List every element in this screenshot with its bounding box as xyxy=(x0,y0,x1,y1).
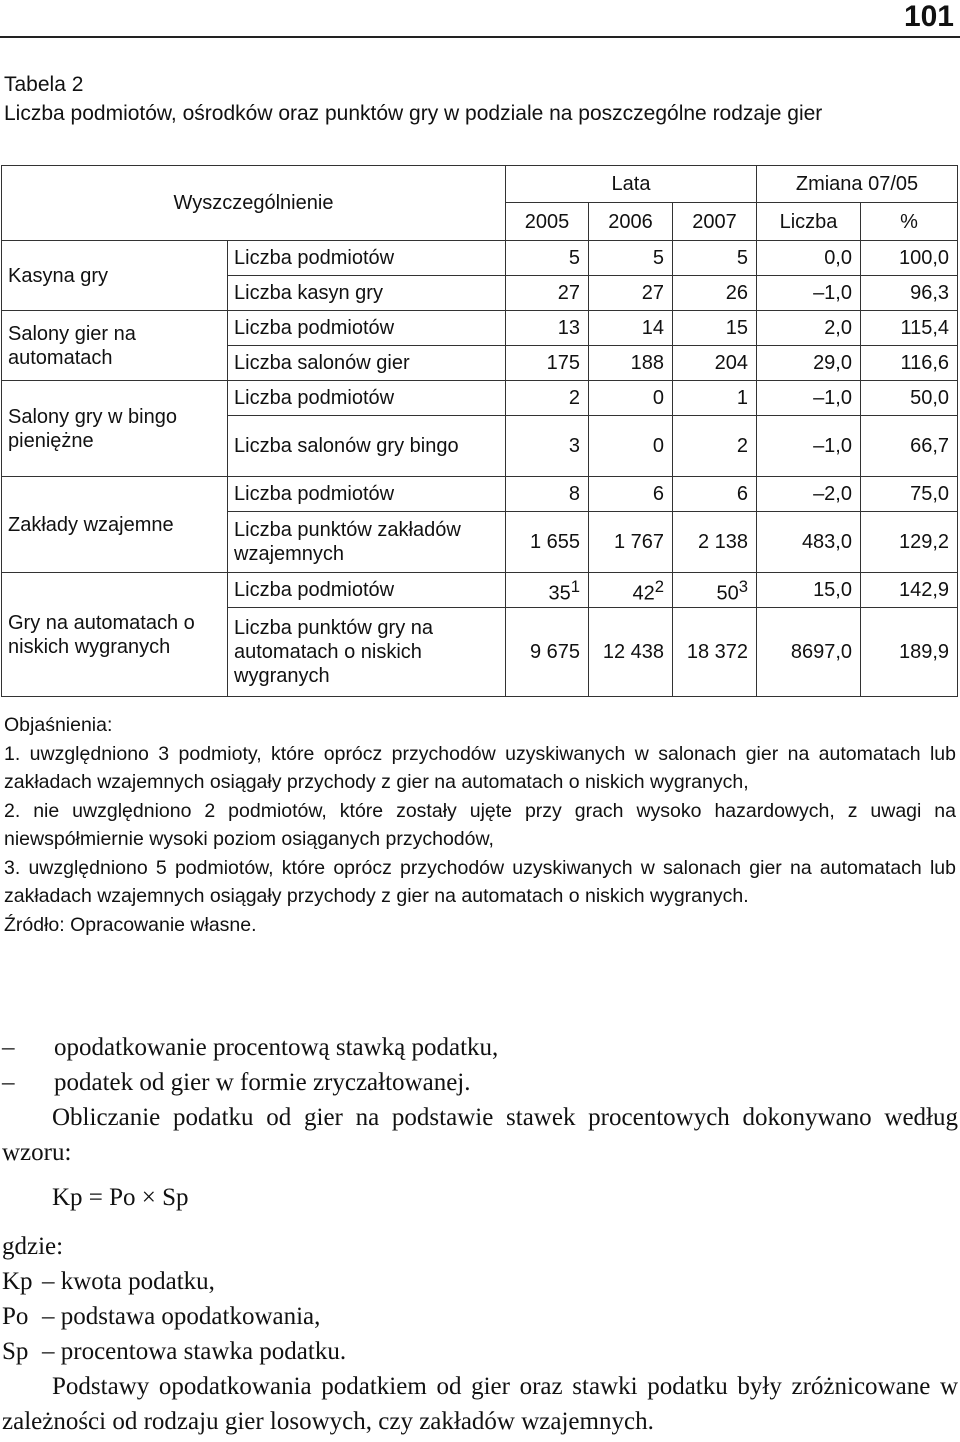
cell-change: –1,0 xyxy=(757,276,861,311)
cell-pct: 100,0 xyxy=(861,241,958,276)
cell-2005: 8 xyxy=(506,477,589,512)
cell-2007: 15 xyxy=(673,311,757,346)
header-year: 2005 xyxy=(506,203,589,241)
note-item: 2. nie uwzględniono 2 podmiotów, które zostały ujęte przy grach wysoko hazardowych, z uwagi na niewspółmiernie wysoki poziom osiąganych przychodów, xyxy=(4,799,956,850)
cell-pct: 50,0 xyxy=(861,381,958,416)
header-spec: Wyszczególnienie xyxy=(2,166,506,241)
notes-heading: Objaśnienia: xyxy=(4,714,113,736)
cell-2005: 175 xyxy=(506,346,589,381)
cell-2007: $50^3$ xyxy=(673,573,757,608)
formula-intro: Obliczanie podatku od gier na podstawie stawek procentowych dokonywano według wzoru: xyxy=(2,1104,958,1166)
group-label: Salony gry w bingo pieniężne xyxy=(2,381,228,477)
cell-2006: 14 xyxy=(589,311,673,346)
cell-pct: 189,9 xyxy=(861,608,958,697)
footnote-mark: 1 xyxy=(570,576,580,596)
bullet-dash: – xyxy=(2,1034,15,1061)
cell-pct: 66,7 xyxy=(861,416,958,477)
group-label: Kasyna gry xyxy=(2,241,228,311)
cell-2006: 1 767 xyxy=(589,512,673,573)
row-label: Liczba kasyn gry xyxy=(228,276,506,311)
cell-2006: 188 xyxy=(589,346,673,381)
row-label: Liczba salonów gry bingo xyxy=(228,416,506,477)
table-label: Tabela 2 xyxy=(4,73,84,96)
cell-2005: 5 xyxy=(506,241,589,276)
row-label: Liczba punktów zakładów wzajemnych xyxy=(228,512,506,573)
table-row xyxy=(2,381,958,416)
definition-item: Po – podstawa opodatkowania, xyxy=(2,1299,958,1334)
note-item: 3. uwzględniono 5 podmiotów, które oprócz przychodów uzyskiwanych w salonach gier na automatach lub zakładach wzajemnych osiągały przychody z gier na automatach o niskich wygranych. xyxy=(4,856,956,907)
bullet-dash: – xyxy=(2,1069,15,1096)
group-label: Salony gier na automatach xyxy=(2,311,228,381)
cell-2007: 18 372 xyxy=(673,608,757,697)
cell-pct: 142,9 xyxy=(861,573,958,608)
cell-2005: 27 xyxy=(506,276,589,311)
cell-2007: 2 xyxy=(673,416,757,477)
note-item: 1. uwzględniono 3 podmioty, które oprócz przychodów uzyskiwanych w salonach gier na automatach lub zakładach wzajemnych osiągały przychody z gier na automatach o niskich wygranych, xyxy=(4,742,956,793)
cell-2007: 2 138 xyxy=(673,512,757,573)
cell-change: 2,0 xyxy=(757,311,861,346)
cell-2006: 27 xyxy=(589,276,673,311)
group-label: Zakłady wzajemne xyxy=(2,477,228,573)
header-year: 2006 xyxy=(589,203,673,241)
footnote-mark: 2 xyxy=(654,576,664,596)
cell-pct: 115,4 xyxy=(861,311,958,346)
table-title: Liczba podmiotów, ośrodków oraz punktów gry w podziale na poszczególne rodzaje gier xyxy=(4,102,823,125)
cell-2006: 6 xyxy=(589,477,673,512)
cell-2007: 1 xyxy=(673,381,757,416)
header-year: 2007 xyxy=(673,203,757,241)
table-row xyxy=(2,311,958,346)
cell-change: –2,0 xyxy=(757,477,861,512)
cell-2006: $42^2$ xyxy=(589,573,673,608)
formula: Kp = Po × Sp xyxy=(52,1184,189,1211)
cell-2007: 204 xyxy=(673,346,757,381)
definition-symbol: Kp xyxy=(2,1268,33,1295)
table-row xyxy=(2,477,958,512)
body-text xyxy=(2,1030,958,1439)
row-label: Liczba podmiotów xyxy=(228,241,506,276)
cell-change: 0,0 xyxy=(757,241,861,276)
cell-2007: 6 xyxy=(673,477,757,512)
cell-2005: $35^1$ xyxy=(506,573,589,608)
cell-2005: 2 xyxy=(506,381,589,416)
cell-change: 29,0 xyxy=(757,346,861,381)
header-change-pct: % xyxy=(861,203,958,241)
footnote-mark: 3 xyxy=(738,576,748,596)
table-header-row xyxy=(2,166,958,203)
closing-paragraph: Podstawy opodatkowania podatkiem od gier oraz stawki podatku były zróżnicowane w zależności od rodzaju gier losowych, czy zakładów wzajemnych. xyxy=(2,1373,958,1435)
row-label: Liczba podmiotów xyxy=(228,381,506,416)
definition-item: Kp – kwota podatku, xyxy=(2,1264,958,1299)
where-label: gdzie: xyxy=(2,1233,64,1260)
row-label: Liczba podmiotów xyxy=(228,311,506,346)
header-rule xyxy=(0,36,960,38)
table-caption xyxy=(4,70,954,128)
cell-pct: 75,0 xyxy=(861,477,958,512)
cell-2005: 13 xyxy=(506,311,589,346)
cell-2006: 5 xyxy=(589,241,673,276)
cell-2006: 0 xyxy=(589,381,673,416)
cell-pct: 116,6 xyxy=(861,346,958,381)
cell-2005: 1 655 xyxy=(506,512,589,573)
table-notes xyxy=(4,711,956,939)
header-change-group: Zmiana 07/05 xyxy=(757,166,958,203)
cell-2007: 5 xyxy=(673,241,757,276)
group-label: Gry na automatach o niskich wygranych xyxy=(2,573,228,697)
bullet-item: – opodatkowanie procentową stawką podatku, xyxy=(2,1030,958,1065)
cell-2006: 12 438 xyxy=(589,608,673,697)
cell-change: 483,0 xyxy=(757,512,861,573)
cell-2007: 26 xyxy=(673,276,757,311)
cell-change: –1,0 xyxy=(757,416,861,477)
cell-2005: 3 xyxy=(506,416,589,477)
row-label: Liczba punktów gry na automatach o niskich wygranych xyxy=(228,608,506,697)
cell-change: 15,0 xyxy=(757,573,861,608)
bullet-item: – podatek od gier w formie zryczałtowanej. xyxy=(2,1065,958,1100)
cell-change: –1,0 xyxy=(757,381,861,416)
row-label: Liczba salonów gier xyxy=(228,346,506,381)
table-row xyxy=(2,241,958,276)
cell-2006: 0 xyxy=(589,416,673,477)
row-label: Liczba podmiotów xyxy=(228,573,506,608)
header-years-group: Lata xyxy=(506,166,757,203)
cell-2005: 9 675 xyxy=(506,608,589,697)
definition-symbol: Sp xyxy=(2,1338,29,1365)
header-change-count: Liczba xyxy=(757,203,861,241)
cell-pct: 96,3 xyxy=(861,276,958,311)
row-label: Liczba podmiotów xyxy=(228,477,506,512)
source-note: Źródło: Opracowanie własne. xyxy=(4,913,257,936)
definition-symbol: Po xyxy=(2,1303,29,1330)
games-table xyxy=(1,165,958,697)
definition-item: Sp – procentowa stawka podatku. xyxy=(2,1334,958,1369)
page-number: 101 xyxy=(903,0,954,33)
cell-pct: 129,2 xyxy=(861,512,958,573)
table-row xyxy=(2,573,958,608)
cell-change: 8697,0 xyxy=(757,608,861,697)
